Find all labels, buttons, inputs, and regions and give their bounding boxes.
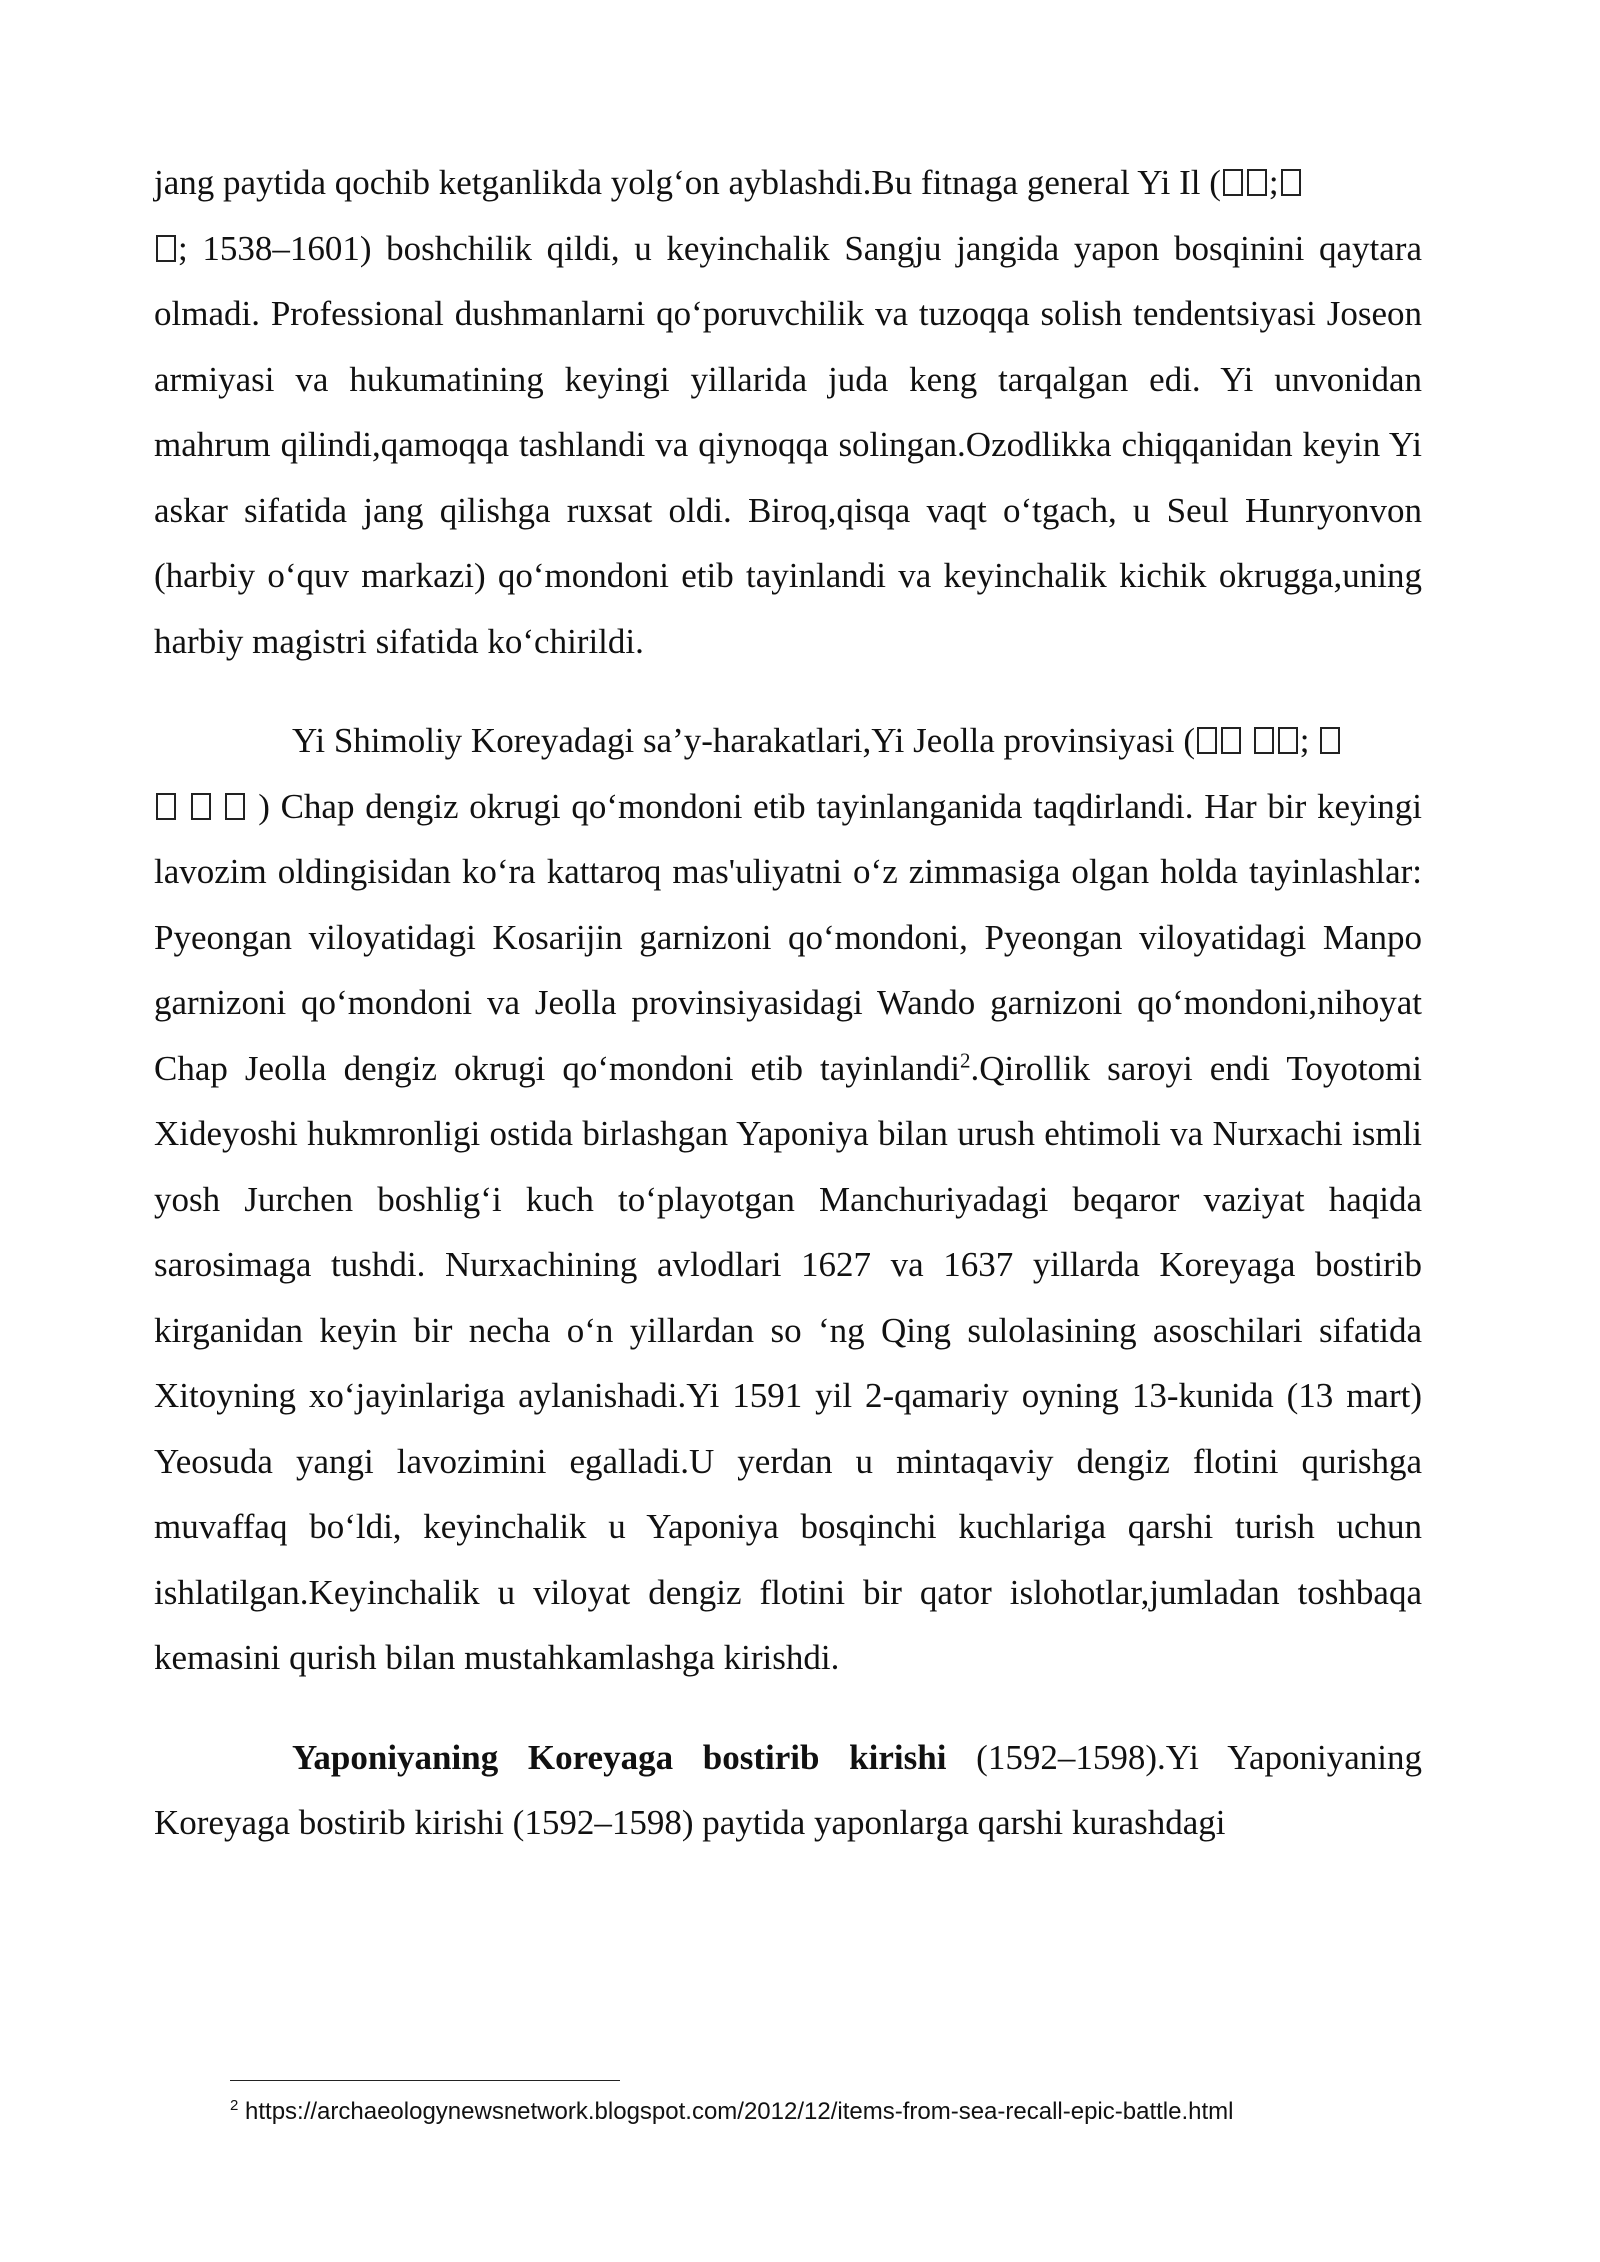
footnote-reference[interactable]: 2 [960,1047,971,1072]
section-heading: Yaponiyaning Koreyaga bostirib kirishi [292,1737,947,1777]
paragraph-3-text: (1592–1598).Yi Yaponiyaning Koreyaga bostirib kirishi (1592–1598) paytida yaponlarga qarshi kurashdagi [154,1737,1422,1842]
missing-glyphs: ; [154,721,1342,826]
footnote-number: 2 [230,2097,239,2114]
paragraph-1-text-a: jang paytida qochib ketganlikda yolg‘on ayblashdi.Bu fitnaga general Yi Il ( [154,163,1221,202]
missing-glyphs: ; [154,163,1303,268]
paragraph-2-text-b: ) Chap dengiz okrugi qo‘mondoni etib tayinlanganida taqdirlandi. Har bir keyingi lavozim oldingisidan ko‘ra kattaroq mas'uliyatni o‘z zimmasiga olgan holda tayinlashlar: Pyeongan viloyatidagi Kosarijin garnizoni qo‘mondoni, Pyeongan viloyatidagi Manpo garnizoni qo‘mondoni va Jeolla provinsiyasidagi Wando garnizoni qo‘mondoni,nihoyat Chap Jeolla dengiz okrugi qo‘mondoni etib tayinlandi [154,786,1423,1088]
paragraph-1 [154,150,1422,674]
paragraph-2 [154,708,1422,1691]
paragraph-2-text-c: .Qirollik saroyi endi Toyotomi Xideyoshi hukmronligi ostida birlashgan Yaponiya bilan urush ehtimoli va Nurxachi ismli yosh Jurchen boshlig‘i kuch to‘playotgan Manchuriyadagi beqaror vaziyat haqida sarosimaga tushdi. Nurxachining avlodlari 1627 va 1637 yillarda Koreyaga bostirib kirganidan keyin bir necha o‘n yillardan so ‘ng Qing sulolasining asoschilari sifatida Xitoyning xo‘jayinlariga aylanishadi.Yi 1591 yil 2-qamariy oyning 13-kunida (13 mart) Yeosuda yangi lavozimini egalladi.U yerdan u mintaqaviy dengiz flotini qurishga muvaffaq bo‘ldi, keyinchalik u Yaponiya bosqinchi kuchlariga qarshi turish uchun ishlatilgan.Keyinchalik u viloyat dengiz flotini bir qator islohotlar,jumladan toshbaqa kemasini qurish bilan mustahkamlashga kirishdi. [154,1048,1422,1677]
footnote-separator [230,2080,620,2081]
footnote-link[interactable]: https://archaeologynewsnetwork.blogspot.com/2012/12/items-from-sea-recall-epic-battle.html [245,2098,1234,2125]
paragraph-2-text-a: Yi Shimoliy Koreyadagi sa’y-harakatlari,Yi Jeolla provinsiyasi ( [292,721,1195,760]
body-text [154,150,1422,1856]
paragraph-1-text-b: ; 1538–1601) boshchilik qildi, u keyinchalik Sangju jangida yapon bosqinini qaytara olmadi. Professional dushmanlarni qo‘poruvchilik va tuzoqqa solish tendentsiyasi Joseon armiyasi va hukumatining keyingi yillarida juda keng tarqalgan edi. Yi unvonidan mahrum qilindi,qamoqqa tashlandi va qiynoqqa solingan.Ozodlikka chiqqanidan keyin Yi askar sifatida jang qilishga ruxsat oldi. Biroq,qisqa vaqt o‘tgach, u Seul Hunryonvon (harbiy o‘quv markazi) qo‘mondoni etib tayinlandi va keyinchalik kichik okrugga,uning harbiy magistri sifatida ko‘chirildi. [154,228,1422,661]
paragraph-3 [154,1725,1422,1856]
footnote [230,2097,1233,2127]
